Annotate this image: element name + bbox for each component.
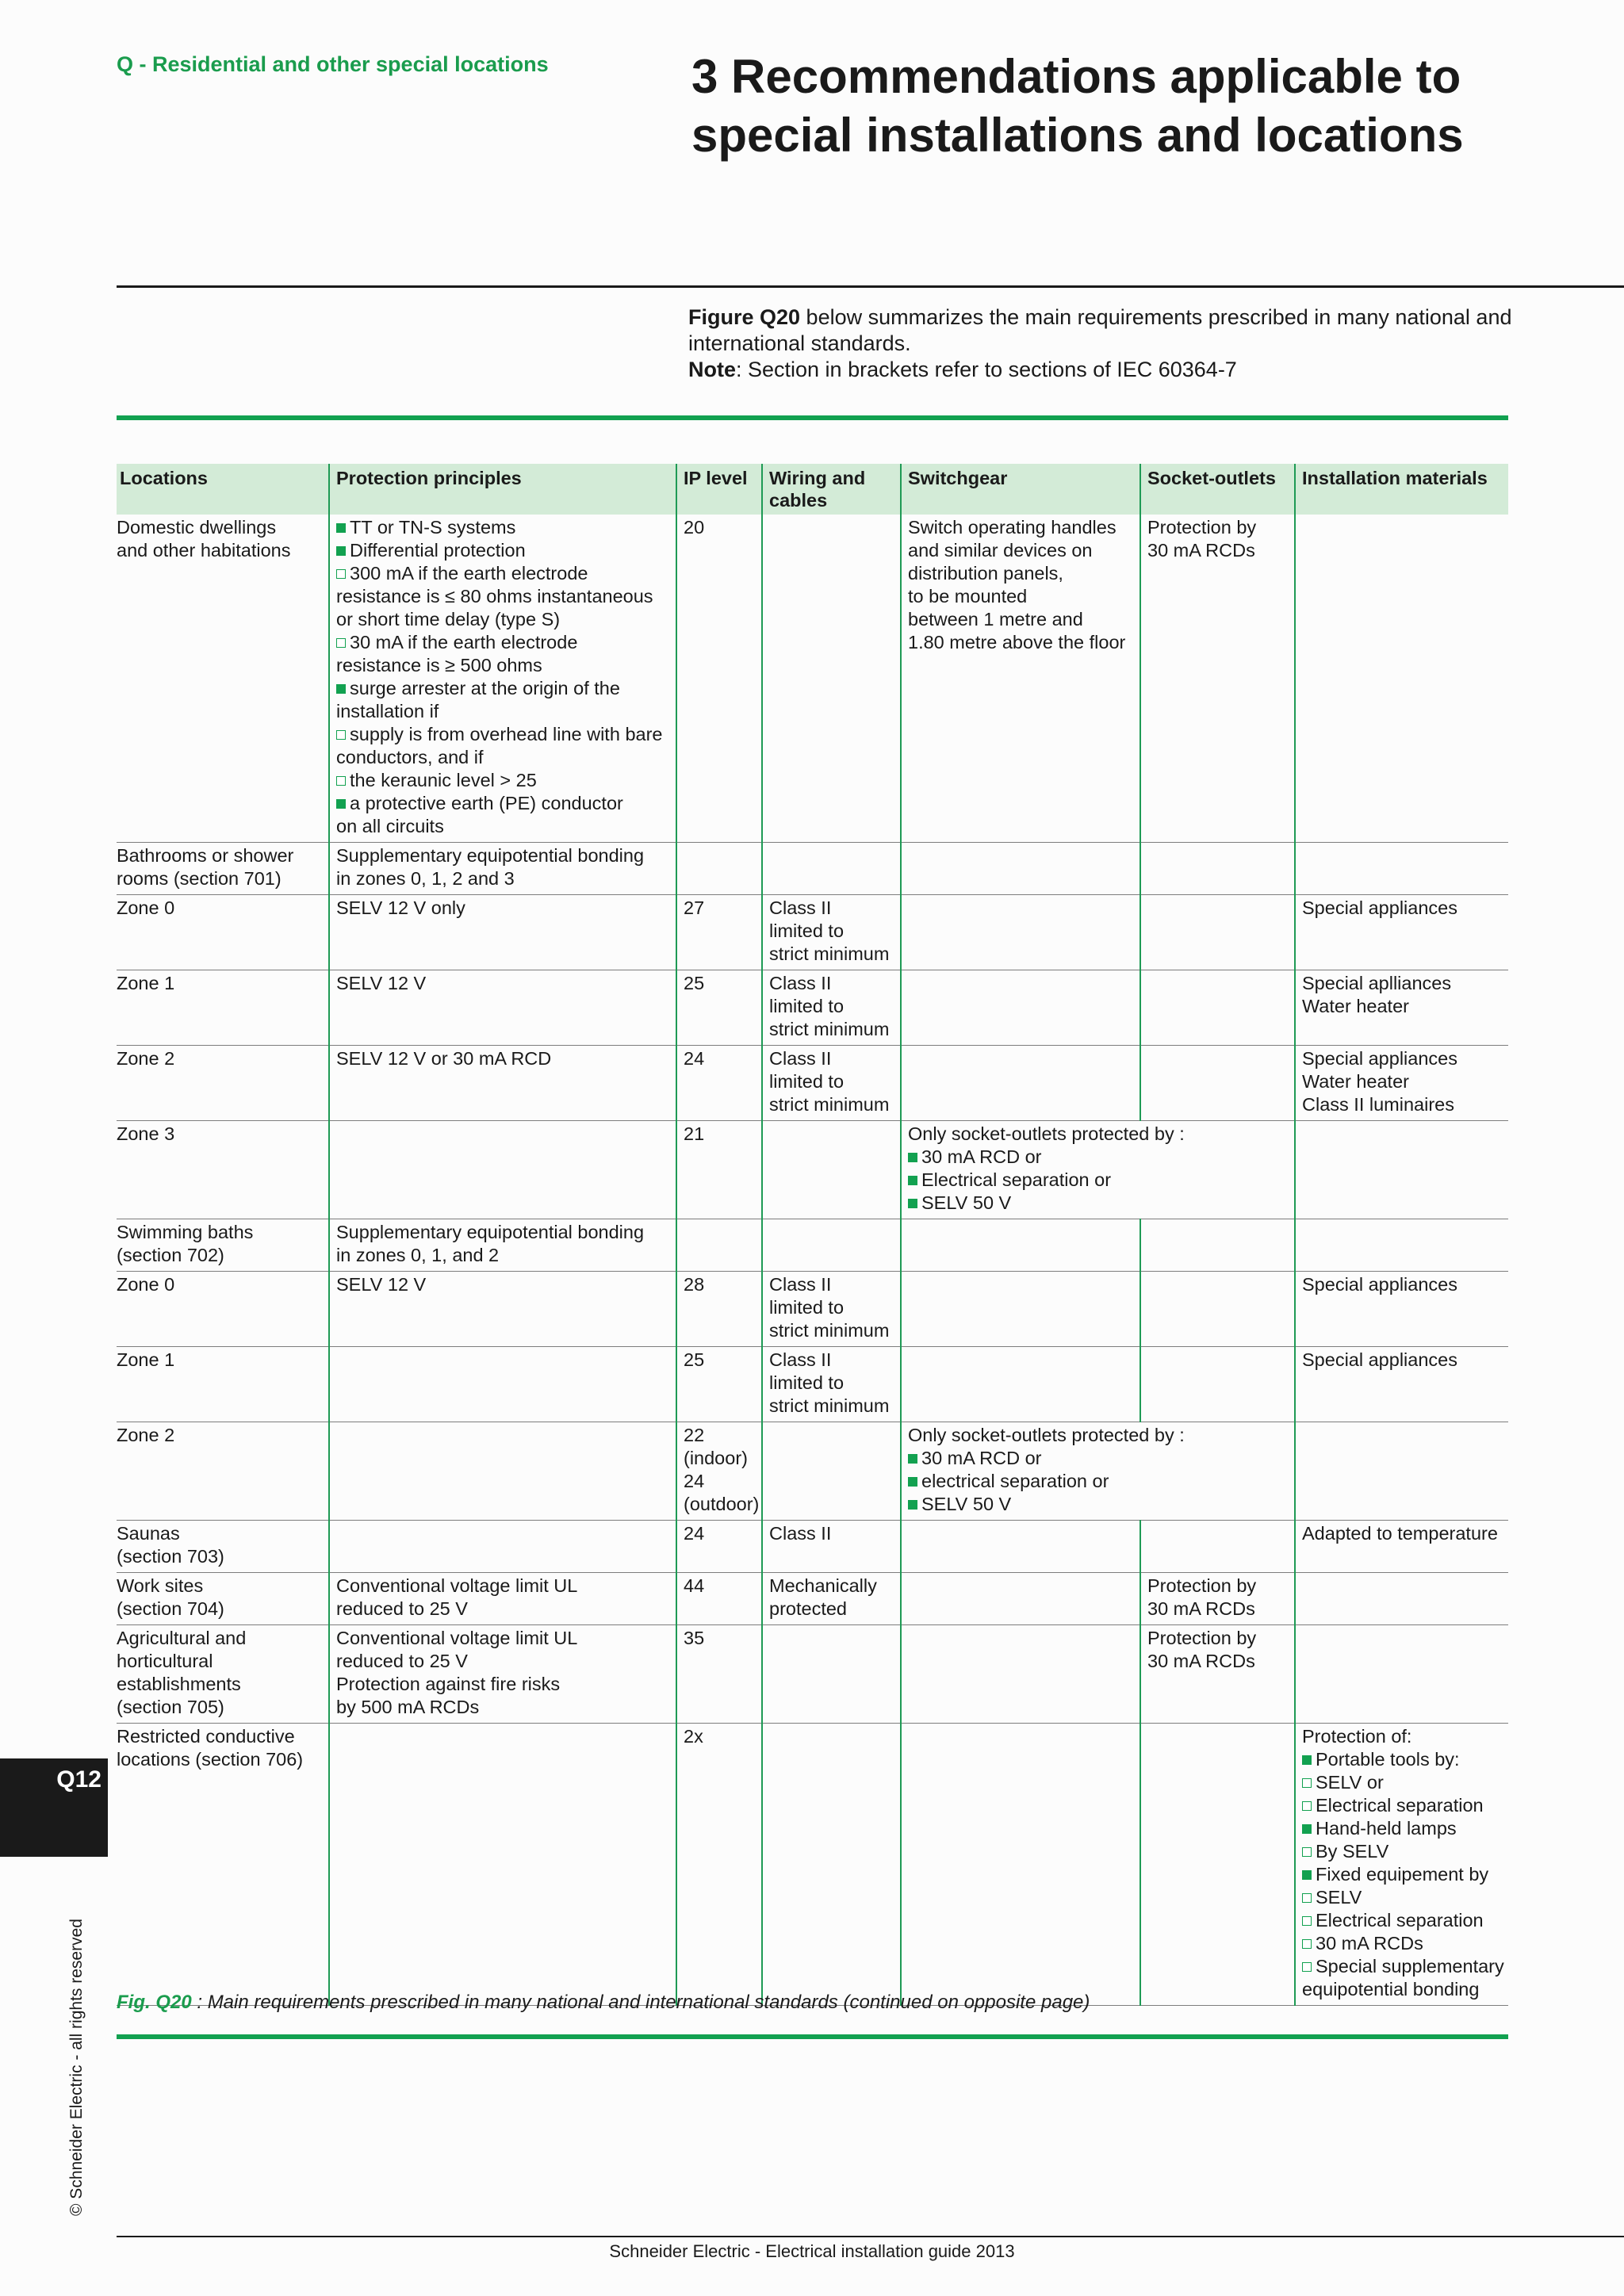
intro-text: [688, 304, 1576, 383]
cell-line: strict minimum: [769, 1094, 890, 1115]
cell-protection: [329, 1219, 676, 1272]
cell-line: the keraunic level > 25: [336, 769, 672, 792]
cell-line: SELV 12 V: [336, 973, 427, 993]
cell-line: Electrical separation: [1302, 1794, 1505, 1817]
cell-line: a protective earth (PE) conductor: [336, 792, 672, 815]
cell-line: Zone 1: [117, 1349, 175, 1370]
cell-line: 30 mA RCDs: [1147, 1651, 1255, 1671]
cell-ip-level: [676, 1347, 762, 1422]
cell-wiring: [762, 515, 901, 843]
header-wiring-and-cables: Wiring and cables: [762, 464, 901, 515]
cell-line: Class II: [769, 1274, 832, 1295]
cell-line: 28: [684, 1274, 705, 1295]
cell-ip-level: [676, 1625, 762, 1724]
cell-switchgear-socket: [901, 1422, 1295, 1521]
cell-line: electrical separation or: [908, 1470, 1291, 1493]
cell-socket-outlets: [1140, 1046, 1295, 1121]
cell-line: Supplementary equipotential bonding: [336, 845, 645, 866]
cell-line: Special appliances: [1302, 1274, 1457, 1295]
cell-installation-materials: [1295, 1422, 1508, 1521]
cell-line: SELV 12 V: [336, 1274, 427, 1295]
cell-line: Work sites: [117, 1575, 204, 1596]
footer-text: Schneider Electric - Electrical installation guide 2013: [609, 2241, 1015, 2261]
cell-protection: [329, 1521, 676, 1573]
cell-protection: [329, 895, 676, 970]
cell-wiring: [762, 1521, 901, 1573]
filled-bullet-icon: [908, 1153, 917, 1162]
green-divider-bottom: [117, 2034, 1508, 2039]
cell-ip-level: [676, 1573, 762, 1625]
cell-line: Saunas: [117, 1523, 180, 1544]
table-row: [117, 1724, 1508, 2006]
cell-ip-level: [676, 1521, 762, 1573]
cell-wiring: [762, 1422, 901, 1521]
cell-line: (outdoor): [684, 1494, 760, 1514]
cell-line: rooms (section 701): [117, 868, 282, 889]
cell-location: [117, 1521, 329, 1573]
cell-line: Switch operating handles: [908, 517, 1116, 538]
bottom-divider: [117, 2236, 1624, 2237]
cell-switchgear: [901, 1573, 1140, 1625]
cell-line: Class II: [769, 1048, 832, 1069]
cell-wiring: [762, 970, 901, 1046]
filled-bullet-icon: [908, 1199, 917, 1208]
filled-bullet-icon: [1302, 1824, 1312, 1834]
cell-line: on all circuits: [336, 816, 444, 836]
open-bullet-icon: [1302, 1893, 1312, 1903]
cell-line: distribution panels,: [908, 563, 1063, 584]
cell-line: 1.80 metre above the floor: [908, 632, 1126, 652]
cell-installation-materials: [1295, 1724, 1508, 2006]
cell-line: Supplementary equipotential bonding: [336, 1222, 645, 1242]
cell-location: [117, 1121, 329, 1219]
cell-ip-level: [676, 843, 762, 895]
cell-switchgear-socket: [901, 1121, 1295, 1219]
cell-line: strict minimum: [769, 1395, 890, 1416]
cell-line: resistance is ≤ 80 ohms instantaneous: [336, 586, 653, 607]
cell-line: 35: [684, 1628, 705, 1648]
cell-line: Special appliances: [1302, 1349, 1457, 1370]
cell-line: resistance is ≥ 500 ohms: [336, 655, 542, 675]
header-ip-level: IP level: [676, 464, 762, 515]
cell-line: Electrical separation or: [908, 1169, 1291, 1192]
cell-location: [117, 1046, 329, 1121]
cell-line: (section 703): [117, 1546, 224, 1567]
cell-line: Class II: [769, 1523, 832, 1544]
chapter-title: 3 Recommendations applicable to special installations and locations: [691, 50, 1464, 162]
cell-line: Bathrooms or shower: [117, 845, 294, 866]
cell-line: Adapted to temperature: [1302, 1523, 1498, 1544]
cell-ip-level: [676, 1219, 762, 1272]
cell-line: limited to: [769, 1372, 845, 1393]
cell-protection: [329, 1046, 676, 1121]
filled-bullet-icon: [336, 684, 346, 694]
cell-location: [117, 843, 329, 895]
cell-wiring: [762, 1724, 901, 2006]
cell-line: Protection of:: [1302, 1726, 1412, 1747]
cell-location: [117, 1573, 329, 1625]
cell-wiring: [762, 1219, 901, 1272]
section-label: Q - Residential and other special locations: [117, 52, 549, 76]
cell-line: Portable tools by:: [1302, 1748, 1505, 1771]
cell-switchgear: [901, 1724, 1140, 2006]
cell-line: 30 mA RCDs: [1147, 1598, 1255, 1619]
cell-location: [117, 970, 329, 1046]
open-bullet-icon: [336, 638, 346, 648]
cell-line: Only socket-outlets protected by :: [908, 1425, 1185, 1445]
open-bullet-icon: [1302, 1847, 1312, 1857]
cell-line: (section 702): [117, 1245, 224, 1265]
cell-line: reduced to 25 V: [336, 1651, 468, 1671]
cell-line: strict minimum: [769, 1019, 890, 1039]
cell-line: conductors, and if: [336, 747, 484, 767]
figure-reference[interactable]: Figure Q20: [688, 305, 801, 329]
cell-socket-outlets: [1140, 515, 1295, 843]
filled-bullet-icon: [908, 1176, 917, 1185]
open-bullet-icon: [1302, 1778, 1312, 1788]
cell-protection: [329, 515, 676, 843]
cell-wiring: [762, 895, 901, 970]
cell-line: supply is from overhead line with bare: [336, 723, 672, 746]
cell-installation-materials: [1295, 895, 1508, 970]
cell-protection: [329, 1724, 676, 2006]
cell-line: limited to: [769, 1297, 845, 1318]
open-bullet-icon: [1302, 1962, 1312, 1972]
header-protection-principles: Protection principles: [329, 464, 676, 515]
cell-installation-materials: [1295, 1121, 1508, 1219]
cell-line: protected: [769, 1598, 847, 1619]
cell-line: 2x: [684, 1726, 703, 1747]
cell-line: Zone 1: [117, 973, 175, 993]
cell-location: [117, 1625, 329, 1724]
cell-line: Protection against fire risks: [336, 1674, 561, 1694]
cell-socket-outlets: [1140, 1724, 1295, 2006]
cell-installation-materials: [1295, 1573, 1508, 1625]
cell-protection: [329, 1573, 676, 1625]
cell-line: Special supplementary: [1302, 1955, 1505, 1978]
cell-line: and other habitations: [117, 540, 291, 561]
cell-wiring: [762, 843, 901, 895]
cell-line: installation if: [336, 701, 439, 721]
cell-socket-outlets: [1140, 843, 1295, 895]
page-number: Q12: [56, 1766, 102, 1793]
intro-line-2: : Section in brackets refer to sections of IEC 60364-7: [736, 358, 1237, 381]
cell-line: strict minimum: [769, 943, 890, 964]
cell-line: Conventional voltage limit UL: [336, 1575, 578, 1596]
cell-line: Restricted conductive: [117, 1726, 295, 1747]
cell-line: Electrical separation: [1302, 1909, 1505, 1932]
cell-line: 20: [684, 517, 705, 538]
cell-line: Differential protection: [336, 539, 672, 562]
cell-installation-materials: [1295, 1625, 1508, 1724]
cell-ip-level: [676, 895, 762, 970]
open-bullet-icon: [1302, 1939, 1312, 1949]
copyright-notice: © Schneider Electric - all rights reserved: [67, 1919, 86, 2216]
cell-location: [117, 1219, 329, 1272]
cell-switchgear: [901, 843, 1140, 895]
cell-ip-level: [676, 1121, 762, 1219]
cell-line: Mechanically: [769, 1575, 877, 1596]
table-body: [117, 515, 1508, 2006]
table-row: [117, 1521, 1508, 1573]
open-bullet-icon: [1302, 1916, 1312, 1926]
cell-line: 30 mA RCDs: [1302, 1932, 1505, 1955]
requirements-table: [117, 464, 1508, 2006]
cell-line: establishments: [117, 1674, 241, 1694]
cell-switchgear: [901, 1625, 1140, 1724]
cell-line: 30 mA RCD or: [908, 1447, 1291, 1470]
cell-line: surge arrester at the origin of the: [336, 677, 672, 700]
cell-line: 25: [684, 1349, 705, 1370]
cell-wiring: [762, 1046, 901, 1121]
cell-ip-level: [676, 1272, 762, 1347]
figure-label: Fig. Q20: [117, 1992, 192, 2013]
cell-line: Zone 0: [117, 897, 175, 918]
cell-installation-materials: [1295, 515, 1508, 843]
cell-location: [117, 515, 329, 843]
filled-bullet-icon: [1302, 1755, 1312, 1765]
cell-line: limited to: [769, 1071, 845, 1092]
cell-line: Zone 0: [117, 1274, 175, 1295]
cell-switchgear: [901, 1219, 1140, 1272]
cell-line: 27: [684, 897, 705, 918]
cell-switchgear: [901, 970, 1140, 1046]
cell-switchgear: [901, 1046, 1140, 1121]
cell-line: horticultural: [117, 1651, 213, 1671]
cell-protection: [329, 1625, 676, 1724]
cell-line: Special appliances: [1302, 897, 1457, 918]
filled-bullet-icon: [1302, 1870, 1312, 1880]
cell-line: 30 mA if the earth electrode: [336, 631, 672, 654]
filled-bullet-icon: [336, 523, 346, 533]
cell-protection: [329, 970, 676, 1046]
cell-ip-level: [676, 1724, 762, 2006]
cell-line: SELV 12 V only: [336, 897, 465, 918]
cell-installation-materials: [1295, 843, 1508, 895]
cell-socket-outlets: [1140, 970, 1295, 1046]
cell-line: between 1 metre and: [908, 609, 1083, 629]
table-row: [117, 1121, 1508, 1219]
table-row: [117, 895, 1508, 970]
cell-line: limited to: [769, 996, 845, 1016]
cell-switchgear: [901, 1521, 1140, 1573]
cell-line: Hand-held lamps: [1302, 1817, 1505, 1840]
cell-switchgear: [901, 895, 1140, 970]
cell-line: 25: [684, 973, 705, 993]
table-row: [117, 515, 1508, 843]
green-divider-top: [117, 415, 1508, 420]
cell-line: to be mounted: [908, 586, 1028, 607]
cell-line: 24: [684, 1048, 705, 1069]
cell-line: Domestic dwellings: [117, 517, 277, 538]
header-installation-materials: Installation materials: [1295, 464, 1508, 515]
cell-line: Special appliances: [1302, 1048, 1457, 1069]
cell-switchgear: [901, 1347, 1140, 1422]
cell-line: Class II: [769, 1349, 832, 1370]
cell-line: in zones 0, 1, 2 and 3: [336, 868, 515, 889]
cell-line: 30 mA RCD or: [908, 1146, 1291, 1169]
cell-line: Fixed equipement by: [1302, 1863, 1505, 1886]
cell-line: limited to: [769, 920, 845, 941]
filled-bullet-icon: [908, 1477, 917, 1487]
cell-wiring: [762, 1272, 901, 1347]
cell-line: Water heater: [1302, 1071, 1409, 1092]
table-row: [117, 1573, 1508, 1625]
cell-location: [117, 1724, 329, 2006]
cell-line: SELV 50 V: [908, 1493, 1291, 1516]
table-row: [117, 970, 1508, 1046]
cell-line: equipotential bonding: [1302, 1979, 1480, 1999]
cell-line: 24: [684, 1523, 705, 1544]
table-row: [117, 1422, 1508, 1521]
filled-bullet-icon: [908, 1500, 917, 1510]
table-row: [117, 1625, 1508, 1724]
cell-line: strict minimum: [769, 1320, 890, 1341]
cell-line: reduced to 25 V: [336, 1598, 468, 1619]
table-row: [117, 1272, 1508, 1347]
cell-socket-outlets: [1140, 1573, 1295, 1625]
filled-bullet-icon: [336, 799, 346, 809]
cell-switchgear: [901, 515, 1140, 843]
cell-line: Class II luminaires: [1302, 1094, 1454, 1115]
cell-ip-level: [676, 515, 762, 843]
header-locations: Locations: [117, 464, 329, 515]
cell-protection: [329, 843, 676, 895]
cell-line: 24: [684, 1471, 705, 1491]
cell-line: 44: [684, 1575, 705, 1596]
cell-line: (indoor): [684, 1448, 748, 1468]
cell-socket-outlets: [1140, 1625, 1295, 1724]
cell-installation-materials: [1295, 1521, 1508, 1573]
cell-installation-materials: [1295, 1219, 1508, 1272]
cell-line: 21: [684, 1123, 705, 1144]
cell-line: Agricultural and: [117, 1628, 247, 1648]
cell-line: Protection by: [1147, 1575, 1257, 1596]
cell-socket-outlets: [1140, 1219, 1295, 1272]
cell-wiring: [762, 1625, 901, 1724]
cell-line: (section 704): [117, 1598, 224, 1619]
header-switchgear: Switchgear: [901, 464, 1140, 515]
cell-location: [117, 1272, 329, 1347]
note-label: Note: [688, 358, 736, 381]
cell-installation-materials: [1295, 1272, 1508, 1347]
cell-line: Water heater: [1302, 996, 1409, 1016]
cell-line: SELV 12 V or 30 mA RCD: [336, 1048, 552, 1069]
cell-wiring: [762, 1573, 901, 1625]
cell-wiring: [762, 1121, 901, 1219]
intro-line-1: below summarizes the main requirements prescribed in many national and international standards.: [688, 305, 1512, 355]
cell-line: Zone 2: [117, 1048, 175, 1069]
cell-line: in zones 0, 1, and 2: [336, 1245, 500, 1265]
table-header-row: [117, 464, 1508, 515]
open-bullet-icon: [336, 730, 346, 740]
cell-line: SELV: [1302, 1886, 1505, 1909]
cell-protection: [329, 1121, 676, 1219]
cell-line: 30 mA RCDs: [1147, 540, 1255, 561]
cell-line: 300 mA if the earth electrode: [336, 562, 672, 585]
page-number-tab: [0, 1758, 108, 1857]
cell-line: (section 705): [117, 1697, 224, 1717]
cell-line: locations (section 706): [117, 1749, 304, 1770]
cell-line: Protection by: [1147, 517, 1257, 538]
figure-caption: [117, 1992, 1090, 2014]
caption-text: : Main requirements prescribed in many national and international standards (continued on opposite page): [191, 1992, 1090, 2013]
cell-socket-outlets: [1140, 1521, 1295, 1573]
cell-ip-level: [676, 970, 762, 1046]
top-divider: [117, 285, 1624, 288]
cell-protection: [329, 1272, 676, 1347]
cell-line: Class II: [769, 897, 832, 918]
cell-line: Conventional voltage limit UL: [336, 1628, 578, 1648]
cell-line: SELV 50 V: [908, 1192, 1291, 1215]
cell-line: SELV or: [1302, 1771, 1505, 1794]
cell-line: Only socket-outlets protected by :: [908, 1123, 1185, 1144]
open-bullet-icon: [336, 569, 346, 579]
table-row: [117, 1347, 1508, 1422]
cell-line: Zone 3: [117, 1123, 175, 1144]
table-row: [117, 1046, 1508, 1121]
cell-line: Class II: [769, 973, 832, 993]
cell-switchgear: [901, 1272, 1140, 1347]
cell-socket-outlets: [1140, 1347, 1295, 1422]
cell-line: Zone 2: [117, 1425, 175, 1445]
cell-line: Special aplliances: [1302, 973, 1452, 993]
cell-installation-materials: [1295, 970, 1508, 1046]
filled-bullet-icon: [336, 546, 346, 556]
cell-location: [117, 895, 329, 970]
cell-line: 22: [684, 1425, 705, 1445]
cell-line: Protection by: [1147, 1628, 1257, 1648]
cell-installation-materials: [1295, 1347, 1508, 1422]
cell-ip-level: [676, 1422, 762, 1521]
cell-socket-outlets: [1140, 1272, 1295, 1347]
cell-line: by 500 mA RCDs: [336, 1697, 480, 1717]
cell-location: [117, 1347, 329, 1422]
table-row: [117, 1219, 1508, 1272]
cell-line: or short time delay (type S): [336, 609, 561, 629]
cell-ip-level: [676, 1046, 762, 1121]
cell-protection: [329, 1422, 676, 1521]
filled-bullet-icon: [908, 1454, 917, 1464]
cell-installation-materials: [1295, 1046, 1508, 1121]
cell-location: [117, 1422, 329, 1521]
cell-wiring: [762, 1347, 901, 1422]
cell-socket-outlets: [1140, 895, 1295, 970]
cell-line: TT or TN-S systems: [336, 516, 672, 539]
cell-line: Swimming baths: [117, 1222, 254, 1242]
cell-line: By SELV: [1302, 1840, 1505, 1863]
header-socket-outlets: Socket-outlets: [1140, 464, 1295, 515]
cell-line: and similar devices on: [908, 540, 1093, 561]
open-bullet-icon: [336, 776, 346, 786]
cell-protection: [329, 1347, 676, 1422]
open-bullet-icon: [1302, 1801, 1312, 1811]
table-row: [117, 843, 1508, 895]
